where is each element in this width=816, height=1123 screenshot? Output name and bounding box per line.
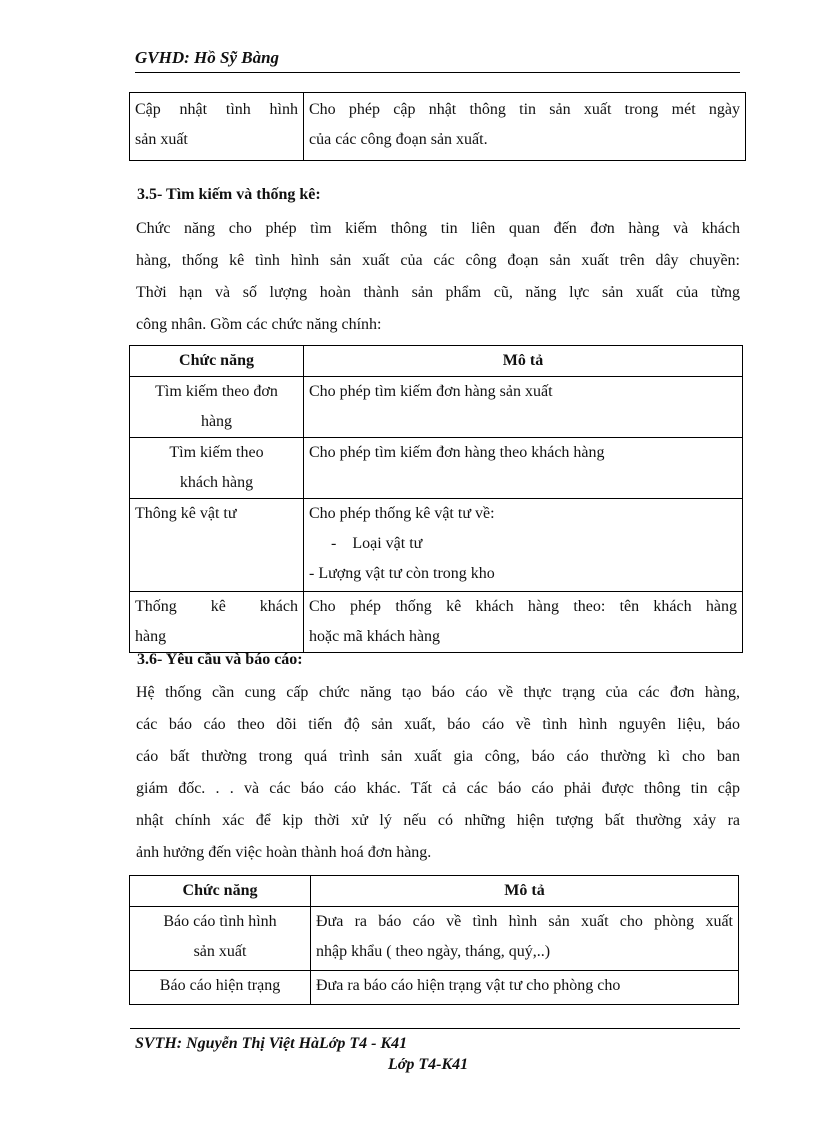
- cell-text: hàng: [200, 413, 233, 430]
- section-heading-3-5: 3.5- Tìm kiếm và thống kê:: [137, 186, 321, 203]
- paragraph-line: hàng, thống kê tình hình sản xuất của các công đoạn sản xuất trên dây chuyền:: [136, 252, 740, 269]
- function-cell: [130, 592, 304, 653]
- paragraph-line: Hệ thống cần cung cấp chức năng tạo báo cáo về thực trạng của các đơn hàng,: [136, 684, 740, 701]
- cell-text: Báo cáo tình hình: [163, 913, 277, 930]
- table-row: [130, 971, 739, 1005]
- cell-text: của các công đoạn sản xuất.: [309, 131, 488, 148]
- function-cell: [130, 907, 311, 971]
- search-stats-table: [129, 345, 743, 653]
- footer-text: SVTH: Nguyễn Thị Việt HàLớp T4 - K: [135, 1035, 392, 1052]
- table-row: [130, 907, 739, 971]
- cell-text: - Lượng vật tư còn trong kho: [309, 565, 495, 582]
- description-cell: Cho phép tìm kiếm đơn hàng sản xuất: [304, 377, 743, 438]
- table-row: [130, 592, 743, 653]
- cell-text: Cho phép thống kê khách hàng theo: tên khách hàng: [309, 598, 737, 615]
- column-header: Chức năng: [130, 346, 304, 377]
- table-header-row: [130, 876, 739, 907]
- section-3-5-paragraph: [136, 213, 740, 341]
- table-header-row: [130, 346, 743, 377]
- paragraph-line: công nhân. Gồm các chức năng chính:: [136, 316, 382, 333]
- cell-text: Thống kê khách: [135, 598, 298, 615]
- description-cell: [304, 499, 743, 592]
- function-cell: Báo cáo hiện trạng: [130, 971, 311, 1005]
- description-cell: Cho phép tìm kiếm đơn hàng theo khách hàng: [304, 438, 743, 499]
- paragraph-line: giám đốc. . . và các báo cáo khác. Tất cả các báo cáo phải được thông tin cập: [136, 780, 740, 797]
- cell-text: Đưa ra báo cáo về tình hình sản xuất cho phòng xuất: [316, 913, 733, 930]
- cell-text: Cập nhật tình hình: [135, 101, 298, 118]
- paragraph-line: các báo cáo theo dõi tiến độ sản xuất, báo cáo về tình hình nguyên liệu, báo: [136, 716, 740, 733]
- table-row: [130, 377, 743, 438]
- cell-text: sản xuất: [193, 943, 247, 960]
- cell-text: hàng: [135, 628, 167, 645]
- description-cell: Đưa ra báo cáo hiện trạng vật tư cho phòng cho: [311, 971, 739, 1005]
- function-cell: [130, 93, 304, 161]
- paragraph-line: Thời hạn và số lượng hoàn thành sản phẩm cũ, năng lực sản xuất của từng: [136, 284, 740, 301]
- page-footer: [135, 1035, 407, 1053]
- table-row: [130, 93, 746, 161]
- cell-text: Tìm kiếm theo: [169, 444, 264, 461]
- cell-text: hoặc mã khách hàng: [309, 628, 441, 645]
- page-number: 41: [391, 1035, 408, 1052]
- column-header: Chức năng: [130, 876, 311, 907]
- section-heading-3-6: 3.6- Yêu cầu và báo cáo:: [137, 651, 303, 668]
- cell-text: Cho phép thống kê vật tư về:: [309, 505, 495, 522]
- description-cell: [304, 93, 746, 161]
- top-table: [129, 92, 746, 161]
- footer-divider: [130, 1028, 740, 1029]
- cell-text: nhập khẩu ( theo ngày, tháng, quý,..): [316, 943, 551, 960]
- function-cell: [130, 438, 304, 499]
- cell-text: Tìm kiếm theo đơn: [155, 383, 278, 400]
- footer-class: Lớp T4-K41: [388, 1056, 469, 1073]
- function-cell: [130, 377, 304, 438]
- page-header: [135, 48, 740, 73]
- description-cell: [304, 592, 743, 653]
- section-3-6-paragraph: [136, 677, 740, 869]
- cell-text: - Loại vật tư: [331, 535, 423, 552]
- header-text: GVHD: Hồ Sỹ Bàng: [135, 48, 280, 67]
- column-header: Mô tả: [304, 346, 743, 377]
- paragraph-line: nhật chính xác để kịp thời xử lý nếu có những hiện tượng bất thường xảy ra: [136, 812, 740, 829]
- paragraph-line: cáo bất thường trong quá trình sản xuất gia công, báo cáo thường kì cho ban: [136, 748, 740, 765]
- cell-text: khách hàng: [179, 474, 254, 491]
- table-row: [130, 438, 743, 499]
- cell-text: Cho phép cập nhật thông tin sản xuất trong mét ngày: [309, 101, 740, 118]
- function-cell: Thông kê vật tư: [130, 499, 304, 592]
- column-header: Mô tả: [311, 876, 739, 907]
- reports-table: [129, 875, 739, 1005]
- paragraph-line: ảnh hưởng đến việc hoàn thành hoá đơn hàng.: [136, 844, 432, 861]
- description-cell: [311, 907, 739, 971]
- table-row: [130, 499, 743, 592]
- cell-text: sản xuất: [135, 131, 188, 148]
- paragraph-line: Chức năng cho phép tìm kiếm thông tin liên quan đến đơn hàng và khách: [136, 220, 740, 237]
